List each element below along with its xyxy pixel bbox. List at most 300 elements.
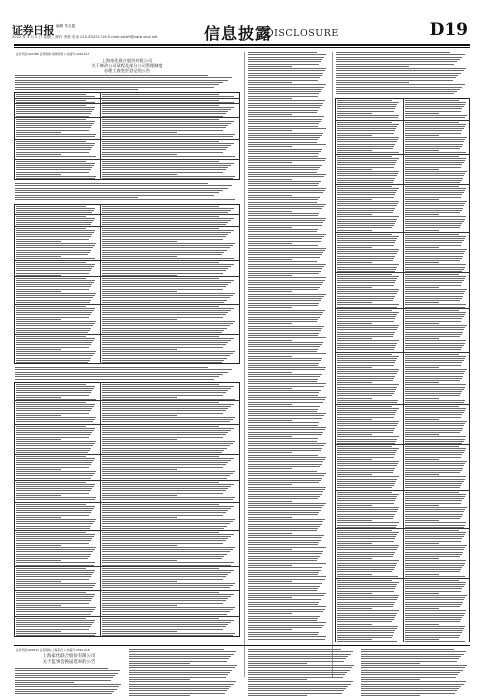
text-line [102,402,219,403]
text-line [16,430,94,431]
text-line [248,330,321,331]
text-line [16,100,86,101]
text-line [16,605,61,606]
text-line [248,553,322,554]
text-line [248,243,292,244]
text-line [248,478,322,479]
text-line [248,137,320,138]
text-line [248,413,326,414]
text-line [102,100,219,101]
text-line [337,463,398,464]
text-line [16,432,92,433]
text-line [16,130,89,131]
text-line [405,338,440,339]
text-line [16,622,94,623]
article-title-line-3: 办理工商变更登记的公告 [103,68,151,73]
text-line [361,672,460,673]
text-line [16,317,89,318]
text-line [248,593,326,594]
column-divider [244,52,245,677]
text-line [16,176,96,177]
text-line [102,598,229,599]
text-line [16,347,89,348]
text-line [15,80,228,81]
text-line [405,496,465,497]
text-line [248,636,326,637]
text-line [16,360,90,361]
text-line [337,100,392,101]
text-line [337,380,393,381]
text-line [102,622,231,623]
text-line [248,507,322,508]
text-line [337,461,399,462]
text-line [16,134,96,135]
text-line [248,386,324,387]
text-line [337,197,394,198]
text-line [336,89,460,90]
text-line [16,312,92,313]
text-line [16,323,95,324]
text-line [102,358,227,359]
text-line [248,558,318,559]
text-line [405,242,463,243]
text-line [405,293,465,294]
text-line [405,602,463,603]
text-line [102,317,223,318]
text-line [16,161,86,162]
text-line [248,218,326,219]
text-line [337,569,394,570]
text-line [248,681,353,682]
text-line [361,670,463,671]
text-line [102,252,225,253]
text-line [405,102,467,103]
text-line [405,597,466,598]
text-line [16,314,91,315]
text-line [405,384,467,385]
text-line [248,540,321,541]
text-line [361,651,466,652]
text-line [248,282,323,283]
text-line [405,376,463,377]
text-line [405,558,440,559]
text-line [102,478,227,479]
text-line [129,693,225,694]
text-line [405,509,466,510]
text-line [337,459,372,460]
text-line [337,371,398,372]
text-line [337,610,399,611]
text-line [405,498,464,499]
text-line [248,658,346,659]
text-line [405,278,465,279]
text-line [129,661,227,662]
text-line [15,675,115,676]
text-line [248,179,292,180]
text-line [248,275,292,276]
text-line [102,458,234,459]
text-line [16,256,61,257]
text-line [248,473,326,474]
text-line [16,206,86,207]
table-row-divider [335,352,470,353]
text-line [337,249,399,250]
table-row-divider [14,139,240,140]
text-line [248,471,317,472]
text-line [405,336,461,337]
text-line [102,484,234,485]
text-line [16,280,95,281]
text-line [405,530,460,531]
text-line [337,258,394,259]
text-line [337,156,392,157]
text-line [16,266,94,267]
text-line [337,312,399,313]
text-line [16,587,93,588]
text-line [102,132,177,133]
text-line [337,556,393,557]
text-line [336,73,461,74]
table-row-divider [14,226,240,227]
text-line [405,606,461,607]
text-line [248,432,323,433]
text-line [248,158,326,159]
text-line [248,690,344,691]
text-line [16,220,94,221]
text-line [248,287,320,288]
text-line [337,389,396,390]
text-line [102,618,219,619]
text-line [16,300,91,301]
text-line [405,219,465,220]
text-line [102,540,226,541]
text-line [16,392,91,393]
text-line [405,630,463,631]
text-line [102,295,233,296]
text-line [405,201,467,202]
text-line [361,667,465,668]
text-line [248,305,318,306]
text-line [102,452,222,453]
text-line [102,230,234,231]
text-line [405,417,462,418]
text-line [405,567,463,568]
text-line [102,208,234,209]
text-line [336,57,462,58]
text-line [337,516,394,517]
text-line [405,197,462,198]
text-line [405,425,465,426]
text-line [248,590,317,591]
text-line [337,423,398,424]
text-line [102,570,234,571]
text-line [405,274,460,275]
table-row-divider [14,276,240,277]
text-line [248,298,322,299]
text-line [15,190,223,191]
text-line [16,475,93,476]
text-line [248,105,322,106]
text-line [337,619,394,620]
text-line [248,482,319,483]
text-line [102,289,223,290]
text-line [248,422,319,423]
text-line [248,87,324,88]
text-line [336,93,454,94]
text-line [16,321,96,322]
text-line [405,169,440,170]
text-line [16,111,92,112]
text-line [16,136,95,137]
text-line [337,192,396,193]
text-line [337,282,395,283]
text-line [248,404,292,405]
text-line [337,329,397,330]
text-line [337,234,392,235]
text-line [337,171,399,172]
text-line [337,137,399,138]
text-line [248,634,318,635]
text-line [248,665,354,666]
text-line [405,468,463,469]
text-line [102,232,231,233]
text-line [16,152,89,153]
text-line [102,585,233,586]
text-line [405,615,464,616]
text-line [337,169,372,170]
text-line [16,614,91,615]
text-line [16,499,95,500]
text-line [248,480,321,481]
text-line [248,75,322,76]
text-line [248,328,322,329]
text-line [16,123,94,124]
text-line [16,508,94,509]
text-line [102,241,177,242]
text-line [248,264,326,265]
table-row-divider [14,454,240,455]
text-line [248,418,322,419]
text-line [337,256,395,257]
text-line [405,414,463,415]
text-line [405,520,440,521]
text-line [248,402,323,403]
text-line [102,123,231,124]
text-line [102,169,226,170]
text-line [337,597,398,598]
table-row-divider [14,400,240,401]
text-line [361,674,458,675]
text-line [405,610,467,611]
text-line [405,595,467,596]
bottom-article-1 [14,648,124,696]
text-line [16,488,92,489]
text-line [337,481,396,482]
text-line [405,269,464,270]
text-line [337,446,392,447]
text-line [248,323,292,324]
text-line [405,312,467,313]
text-line [337,160,397,161]
text-line [248,521,323,522]
text-line [16,437,89,438]
text-line [102,512,226,513]
text-line [16,241,61,242]
text-line [16,239,89,240]
text-line [248,126,318,127]
text-line [16,490,91,491]
text-line [405,216,467,217]
text-line [102,286,226,287]
text-line [102,538,229,539]
text-line [248,351,317,352]
text-line [405,115,467,116]
text-line [16,397,61,398]
text-line [337,347,395,348]
text-line [16,172,89,173]
text-line [405,604,462,605]
text-line [337,225,394,226]
text-line [248,409,318,410]
text-line [16,596,94,597]
text-line [405,538,463,539]
text-line [337,278,397,279]
text-line [337,253,397,254]
text-line [337,457,394,458]
text-line [102,395,223,396]
text-line [102,635,233,636]
text-line [102,450,225,451]
article-title-line-1: 上海家化联合股份有限公司 [101,58,153,63]
text-line [248,215,318,216]
text-line [405,626,466,627]
text-line [248,337,326,338]
text-line [337,487,392,488]
text-line [337,178,395,179]
text-line [15,689,117,690]
text-line [337,398,372,399]
text-line [248,674,345,675]
table-row-divider [14,304,240,305]
text-line [337,628,397,629]
text-line [102,149,226,150]
text-line [405,156,460,157]
section-title-chinese: 信息披露 [204,24,273,43]
text-line [405,310,460,311]
text-line [337,552,395,553]
text-line [102,445,230,446]
text-line [102,206,219,207]
text-line [248,314,322,315]
text-line [405,113,440,114]
text-line [102,161,219,162]
text-line [129,651,236,652]
text-line [102,523,230,524]
text-line [248,268,322,269]
text-line [337,430,394,431]
text-line [405,474,440,475]
text-line [248,667,352,668]
text-line [102,620,234,621]
text-line [337,584,397,585]
table-column-divider [100,382,101,637]
text-line [337,162,396,163]
text-line [248,512,319,513]
text-line [337,323,372,324]
text-line [337,173,398,174]
text-line [405,545,467,546]
text-line [248,206,324,207]
text-line [102,568,219,569]
text-line [405,580,460,581]
text-line [405,199,440,200]
text-line [129,665,237,666]
text-line [102,107,234,108]
text-line [102,96,234,97]
text-line [405,126,465,127]
text-line [248,560,317,561]
text-line [16,458,95,459]
text-line [361,693,455,694]
text-line [248,498,318,499]
text-line [405,329,465,330]
text-line [102,397,177,398]
text-line [16,540,91,541]
text-line [337,175,397,176]
text-line [15,693,112,694]
text-line [16,478,91,479]
text-line [248,121,321,122]
text-line [102,406,231,407]
text-line [405,500,463,501]
text-line [337,511,397,512]
text-line [337,436,399,437]
text-line [405,516,462,517]
text-line [405,289,467,290]
text-line [405,356,467,357]
text-line [248,291,292,292]
text-line [337,141,397,142]
text-line [15,77,232,78]
text-line [16,264,95,265]
text-line [16,631,61,632]
text-line [102,549,233,550]
text-line [405,365,462,366]
text-line [248,100,325,101]
text-line [102,273,223,274]
text-line [405,130,463,131]
text-line [15,668,108,669]
text-line [102,434,226,435]
text-line [15,379,214,380]
text-line [337,421,399,422]
text-line [248,565,292,566]
text-line [337,203,398,204]
text-line [337,432,393,433]
text-line [248,307,292,308]
text-line [248,656,348,657]
text-line [405,457,462,458]
text-line [102,428,234,429]
text-line [248,277,326,278]
text-line [102,510,229,511]
text-line [102,526,227,527]
text-line [102,176,235,177]
text-line [102,579,223,580]
text-line [405,144,463,145]
text-line [248,128,326,129]
text-line [405,507,467,508]
